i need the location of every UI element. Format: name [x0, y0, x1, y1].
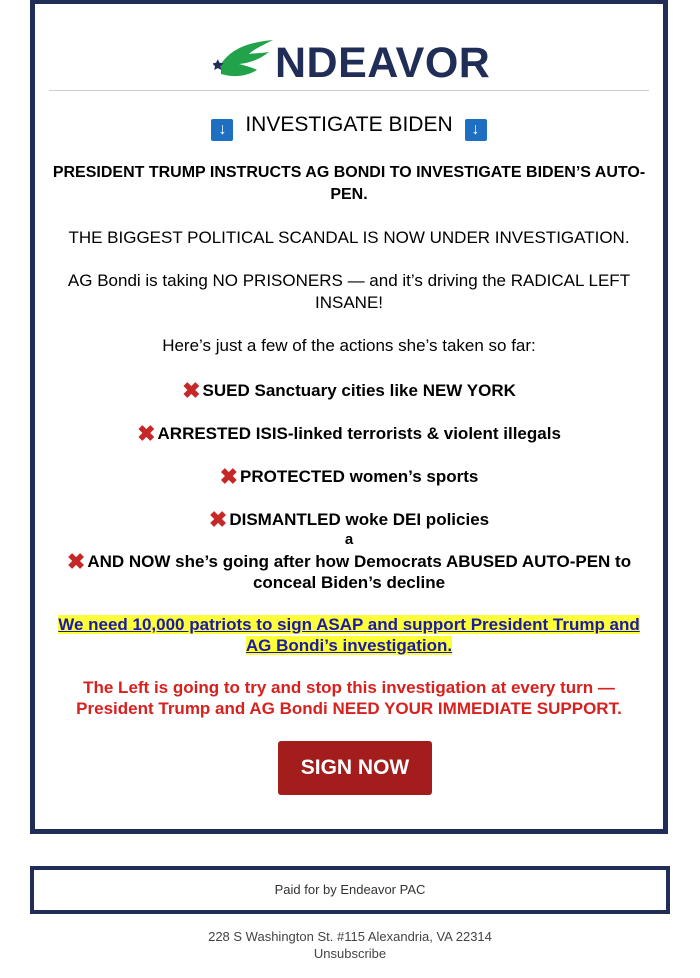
cta-link[interactable]: We need 10,000 patriots to sign ASAP and support President Trump and AG Bondi’s investigation. [58, 615, 640, 655]
warning-text: The Left is going to try and stop this investigation at every turn — President Trump and AG Bondi NEED YOUR IMMEDIATE SUPPORT. [76, 678, 622, 718]
list-item [45, 464, 653, 490]
x-mark-icon: ✖ [208, 507, 228, 532]
list-item [45, 421, 653, 447]
list-item [45, 378, 653, 404]
unsubscribe-link[interactable]: Unsubscribe [313, 946, 387, 961]
bullet-bold: PROTECTED [240, 467, 345, 486]
headline-text: INVESTIGATE BIDEN [245, 113, 453, 136]
bullet-bold: DISMANTLED [229, 510, 341, 529]
paragraph-1: THE BIGGEST POLITICAL SCANDAL IS NOW UNDER INVESTIGATION. [68, 228, 630, 247]
headline [45, 113, 653, 141]
intro-bold-text: PRESIDENT TRUMP INSTRUCTS AG BONDI TO INVESTIGATE BIDEN’S AUTO-PEN. [52, 164, 646, 203]
bullet-text: she’s going after how Democrats ABUSED AUTO-PEN to conceal Biden’s decline [170, 552, 632, 592]
sign-now-button[interactable]: SIGN NOW [278, 741, 432, 795]
x-mark-icon: ✖ [137, 421, 156, 446]
endeavor-logo[interactable] [213, 36, 503, 91]
paid-for-text: Paid for by Endeavor PAC [274, 882, 426, 897]
bullet-text: ISIS-linked terrorists & violent illegals [251, 424, 561, 443]
bullet-bold: ARRESTED [157, 424, 252, 443]
x-mark-icon: ✖ [66, 549, 86, 574]
logo-wordmark: NDEAVOR [275, 39, 491, 87]
footer-box [30, 866, 670, 914]
list-item [45, 551, 653, 593]
down-arrow-icon: ↓ [465, 119, 487, 141]
x-mark-icon: ✖ [182, 378, 201, 403]
bullet-text: woke DEI policies [340, 510, 490, 529]
wing-logo-icon [213, 36, 277, 91]
email-card [30, 0, 668, 834]
cta-link-container [45, 614, 653, 656]
paragraph-2: AG Bondi is taking NO PRISONERS — and it’s driving the RADICAL LEFT INSANE! [67, 271, 631, 312]
address-text: 228 S Washington St. #115 Alexandria, VA 22314 [208, 929, 492, 944]
paragraph-3: Here’s just a few of the actions she’s taken so far: [162, 336, 536, 355]
bullet-bold: SUED [202, 381, 250, 400]
bullet-text: Sanctuary cities like NEW YORK [249, 381, 516, 400]
bullet-text: women’s sports [344, 467, 479, 486]
bullet-bold: AND NOW [87, 552, 171, 571]
down-arrow-icon: ↓ [211, 119, 233, 141]
x-mark-icon: ✖ [219, 464, 239, 489]
list-item [45, 507, 653, 533]
divider [49, 90, 649, 91]
stray-character: a [344, 531, 354, 548]
